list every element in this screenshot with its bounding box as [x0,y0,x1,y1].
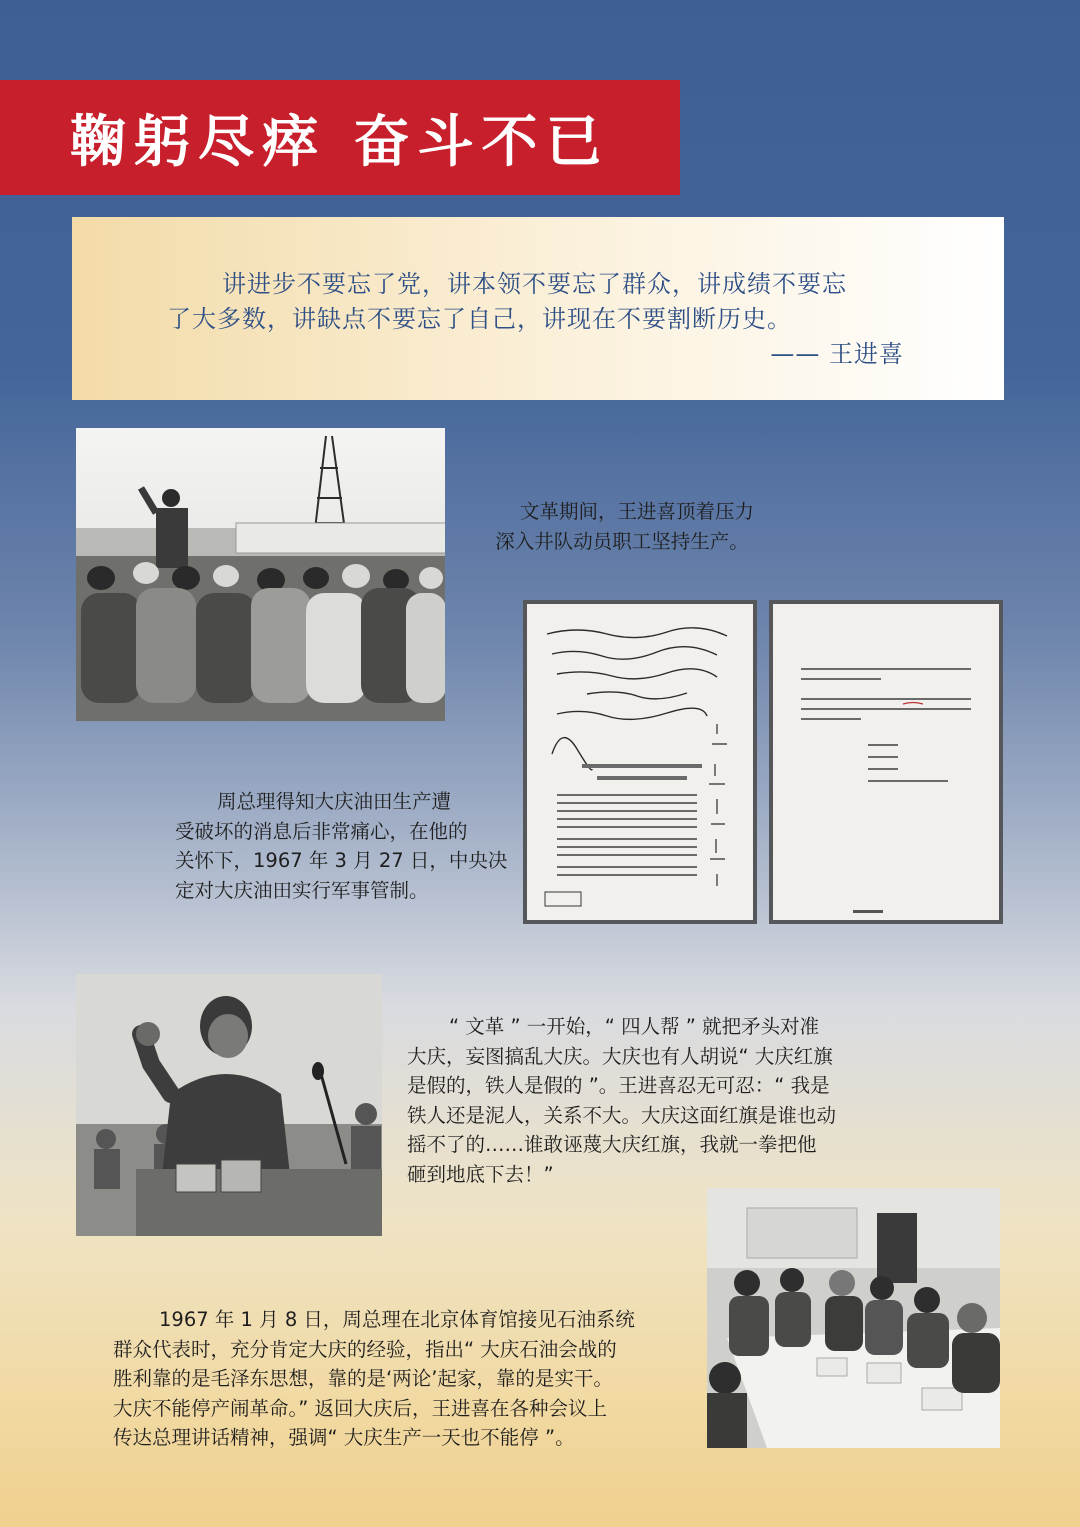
caption-pm-line-4: 大庆不能停产闹革命。” 返回大庆后，王进喜在各种会议上 [113,1396,608,1420]
caption-premier-meeting [113,1305,635,1453]
document-scan-page-2 [769,600,1003,924]
page-title: 鞠躬尽瘁 奋斗不已 [70,109,610,175]
caption-rally-line-2: 深入井队动员职工坚持生产。 [495,529,749,553]
caption-pm-line-5: 传达总理讲话精神，强调“ 大庆生产一天也不能停 ”。 [113,1426,575,1449]
caption-mc-line-2: 受破坏的消息后非常痛心，在他的 [175,819,468,843]
caption-mc-line-3: 关怀下，1967 年 3 月 27 日，中央决 [175,849,508,872]
quote-box [72,217,1004,400]
photo-meeting [707,1188,1000,1448]
photo-wang-jinxi-speech [76,974,382,1236]
caption-pm-line-3: 胜利靠的是毛泽东思想，靠的是‘两论’起家，靠的是实干。 [113,1367,613,1390]
caption-mc-line-4: 定对大庆油田实行军事管制。 [175,878,429,902]
quote-attribution: —— 王进喜 [770,340,904,368]
caption-pm-line-2: 群众代表时，充分肯定大庆的经验，指出“ 大庆石油会战的 [113,1337,617,1361]
caption-im-line-1: “ 文革 ” 一开始，“ 四人帮 ” 就把矛头对准 [449,1015,820,1038]
caption-rally-line-1: 文革期间，王进喜顶着压力 [519,500,754,523]
photo-rally-at-derrick [76,428,445,721]
caption-mc-line-1: 周总理得知大庆油田生产遭 [217,790,452,813]
caption-rally [472,497,772,556]
title-banner [0,80,680,195]
quote-line-1: 讲进步不要忘了党，讲本领不要忘了群众，讲成绩不要忘 [222,270,847,298]
caption-im-line-5: 摇不了的……谁敢诬蔑大庆红旗，我就一拳把他 [407,1133,817,1156]
caption-im-line-4: 铁人还是泥人，关系不大。大庆这面红旗是谁也动 [407,1103,837,1127]
quote-line-2: 了大多数，讲缺点不要忘了自己，讲现在不要割断历史。 [167,305,792,333]
caption-im-line-6: 砸到地底下去！” [407,1162,554,1186]
caption-iron-man-quote [407,1012,836,1189]
caption-pm-line-1: 1967 年 1 月 8 日，周总理在北京体育馆接见石油系统 [159,1308,635,1331]
caption-im-line-2: 大庆，妄图搞乱大庆。大庆也有人胡说“ 大庆红旗 [407,1044,833,1068]
caption-im-line-3: 是假的，铁人是假的 ”。王进喜忍无可忍：“ 我是 [407,1074,830,1097]
caption-military-control [175,787,507,905]
document-scan-page-1 [523,600,757,924]
